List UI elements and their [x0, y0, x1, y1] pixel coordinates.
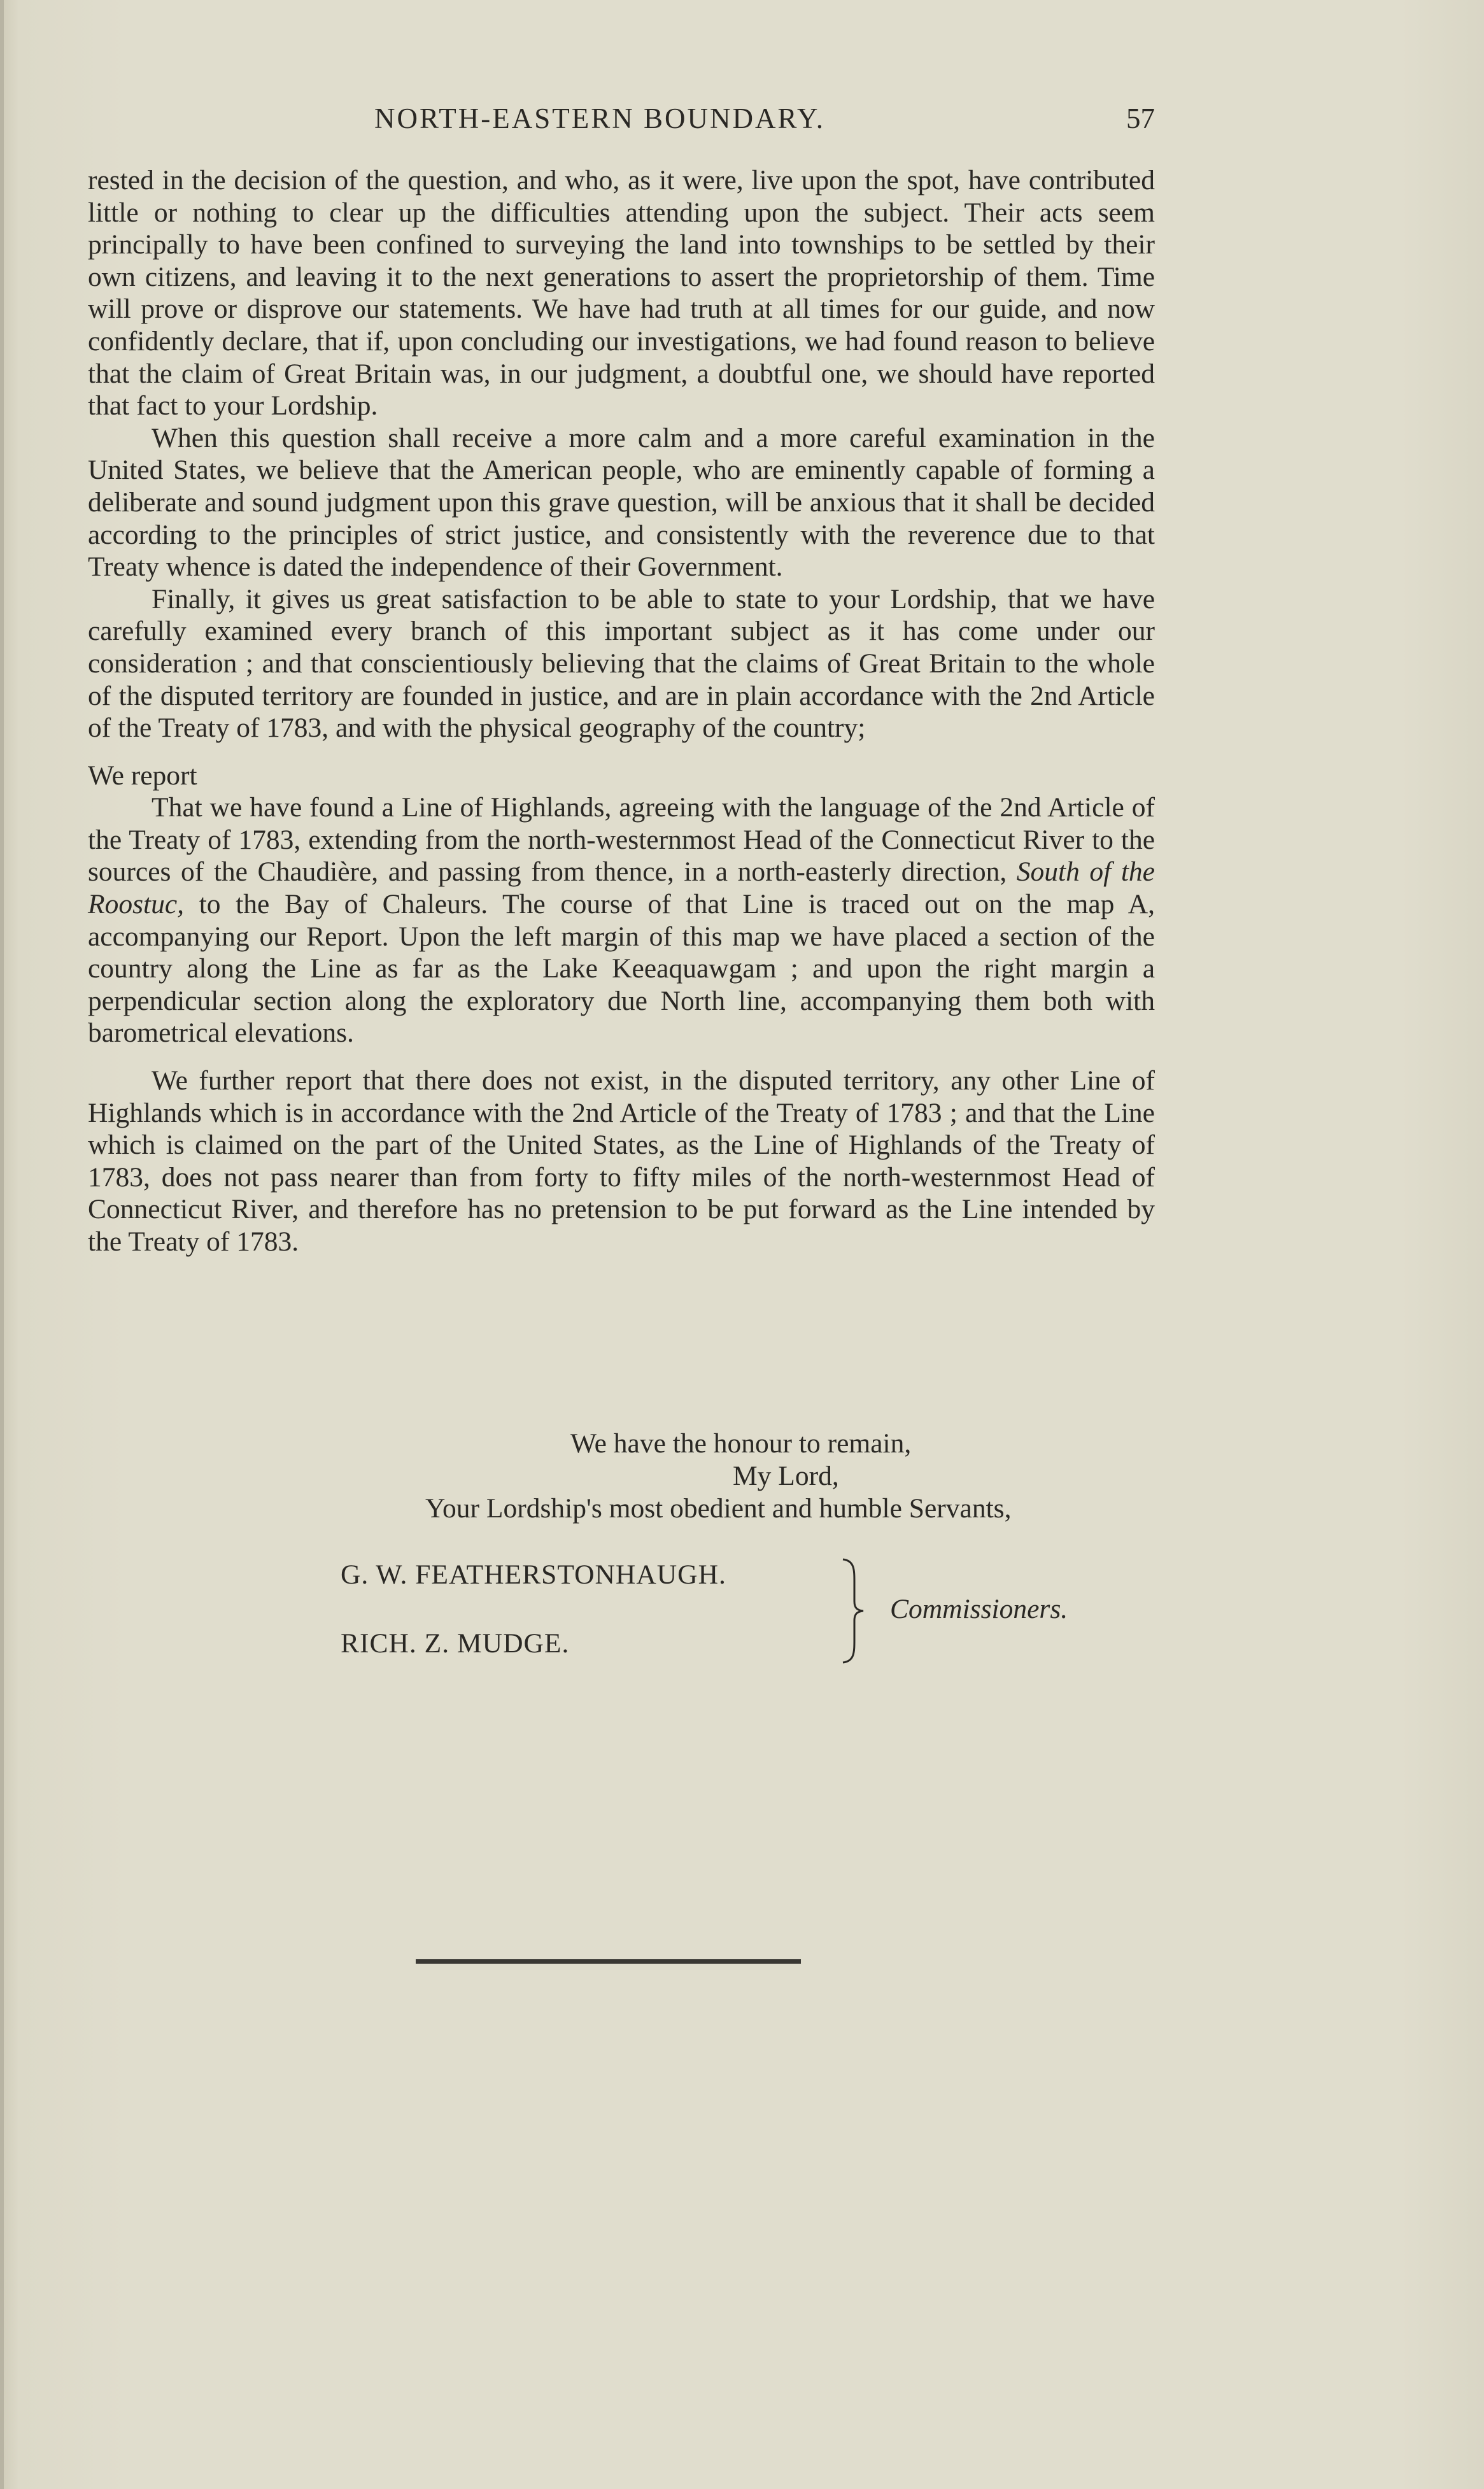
report-text-part: That we have found a Line of Highlands, agreeing with the language of the 2nd Article of the Treaty of 1783, extending from the north-westernmost Head of the Connecticut River to the sources of the Chaudière, and passing from thence, in a north-easterly direction,	[88, 792, 1155, 888]
paragraph-finally: Finally, it gives us great satisfaction to be able to state to your Lordship, that we have carefully examined every branch of this important subject as it has come under our consideration ; and that conscientiously believing that the claims of Great Britain to the whole of the disputed territory are founded in justice, and are in plain accordance with the 2nd Article of the Treaty of 1783, and with the physical geography of the country;	[88, 583, 1155, 744]
body-text	[88, 164, 1155, 1258]
page-header	[88, 102, 1155, 140]
signatory-name: RICH. Z. MUDGE.	[341, 1628, 570, 1659]
report-intro: We report	[88, 760, 197, 791]
closing-line-servants: Your Lordship's most obedient and humble Servants,	[425, 1493, 1012, 1524]
curly-brace-icon	[840, 1557, 866, 1665]
running-head: NORTH-EASTERN BOUNDARY.	[374, 103, 826, 134]
report-highlands-paragraph	[88, 791, 1155, 1049]
signatory-name: G. W. FEATHERSTONHAUGH.	[341, 1559, 726, 1590]
report-italic-phrase: South of the Roostuc,	[88, 856, 1155, 920]
paragraph-examination: When this question shall receive a more calm and a more careful examination in the United States, we believe that the American people, who are eminently capable of forming a deliberate and sound judgment upon this grave question, will be anxious that it shall be decided according to the principles of strict justice, and consistently with the reverence due to that Treaty whence is dated the independence of their Government.	[88, 422, 1155, 583]
page-number: 57	[1126, 103, 1155, 134]
report-text-part: to the Bay of Chaleurs. The course of that Line is traced out on the map A, accompanying our Report. Upon the left margin of this map we have placed a section of the country along the Line as far as the Lake Keeaquawgam ; and upon the right margin a perpendicular section along the exploratory due North line, accompanying them both with barometrical elevations.	[88, 889, 1155, 1049]
paragraph-continued: rested in the decision of the question, and who, as it were, live upon the spot, have contributed little or nothing to clear up the difficulties attending upon the subject. Their acts seem principally to have been confined to surveying the land into townships to be settled by their own citizens, and leaving it to the next generations to assert the proprietorship of them. Time will prove or disprove our statements. We have had truth at all times for our guide, and now confidently declare, that if, upon concluding our investigations, we had found reason to believe that the claim of Great Britain was, in our judgment, a doubtful one, we should have reported that fact to your Lordship.	[88, 165, 1155, 422]
closing-line-honour: We have the honour to remain,	[570, 1428, 912, 1459]
closing-line-my-lord: My Lord,	[733, 1461, 839, 1491]
commissioners-label: Commissioners.	[890, 1594, 1068, 1624]
end-rule-divider	[416, 1959, 801, 1964]
report-further-paragraph: We further report that there does not exist, in the disputed territory, any other Line of Highlands which is in accordance with the 2nd Article of the Treaty of 1783 ; and that the Line which is claimed on the part of the United States, as the Line of Highlands of the Treaty of 1783, does not pass nearer than from forty to fifty miles of the north-westernmost Head of Connecticut River, and therefore has no pretension to be put forward as the Line intended by the Treaty of 1783.	[88, 1065, 1155, 1257]
page-edge-shadow	[0, 0, 4, 2489]
